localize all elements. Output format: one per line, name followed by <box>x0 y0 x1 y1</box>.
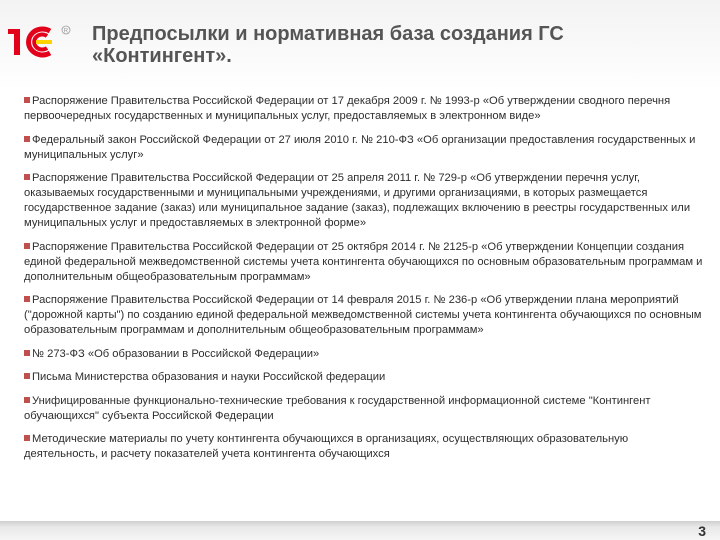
page-number: 3 <box>698 523 706 539</box>
list-item <box>24 133 704 163</box>
list-item <box>24 94 704 124</box>
list-item <box>24 394 704 424</box>
title-line-2: «Контингент». <box>92 45 232 67</box>
list-item-text: Методические материалы по учету контингента обучающихся в организациях, осуществляющих образовательную деятельность, и расчету показателей учета контингента обучающихся <box>24 433 629 460</box>
list-item <box>24 432 704 462</box>
list-item-text: Распоряжение Правительства Российской Федерации от 14 февраля 2015 г. № 236-р «Об утверждении плана мероприятий ("дорожной карты") по созданию единой федеральной межведомственной системы учета контингента обучающихся по основным образовательным программам и дополнительным общеобразовательным программам» <box>24 294 702 336</box>
square-bullet-icon <box>24 435 30 441</box>
square-bullet-icon <box>24 243 30 249</box>
list-item <box>24 293 704 338</box>
1c-logo <box>6 22 74 58</box>
square-bullet-icon <box>24 350 30 356</box>
list-item-text: Унифицированные функционально-технические требования к государственной информационной системе "Контингент обучающихся" субъекта Российской Федерации <box>24 394 651 422</box>
list-item <box>24 240 704 285</box>
list-item-text: Письма Министерства образования и науки Российской федерации <box>32 371 386 383</box>
square-bullet-icon <box>24 174 30 180</box>
list-item-text: Распоряжение Правительства Российской Федерации от 17 декабря 2009 г. № 1993-р «Об утверждении сводного перечня первоочередных государственных и муниципальных услуг, предоставляемых в электронном виде» <box>24 95 671 122</box>
svg-text:R: R <box>63 28 69 35</box>
square-bullet-icon <box>24 97 30 103</box>
title-line-1: Предпосылки и нормативная база создания ГС <box>92 23 564 45</box>
list-item-text: Федеральный закон Российской Федерации от 27 июля 2010 г. № 210-ФЗ «Об организации предоставления государственных и муниципальных услуг» <box>24 133 696 161</box>
page-title <box>92 23 692 67</box>
list-item-text: № 273-ФЗ «Об образовании в Российской Федерации» <box>32 347 320 360</box>
list-item-text: Распоряжение Правительства Российской Федерации от 25 октября 2014 г. № 2125-р «Об утверждении Концепции создания единой федеральной межведомственной системы учета контингента обучающихся по основным образовательным программам и дополнительным общеобразовательным программам» <box>24 240 703 283</box>
square-bullet-icon <box>24 397 30 403</box>
document-list <box>24 94 704 471</box>
list-item <box>24 370 704 385</box>
square-bullet-icon <box>24 136 30 142</box>
square-bullet-icon <box>24 373 30 379</box>
square-bullet-icon <box>24 296 30 302</box>
list-item <box>24 171 704 231</box>
list-item <box>24 347 704 362</box>
footer-bar <box>0 521 720 540</box>
list-item-text: Распоряжение Правительства Российской Федерации от 25 апреля 2011 г. № 729-р «Об утверждении перечня услуг, оказываемых государственными и муниципальными учреждениями, и другими организациями, в которых размещается государственное задание (заказ) или муниципальное задание (заказ), подлежащих включению в реестры государственных или муниципальных услуг и предоставляемых в электронной форме» <box>24 172 691 229</box>
